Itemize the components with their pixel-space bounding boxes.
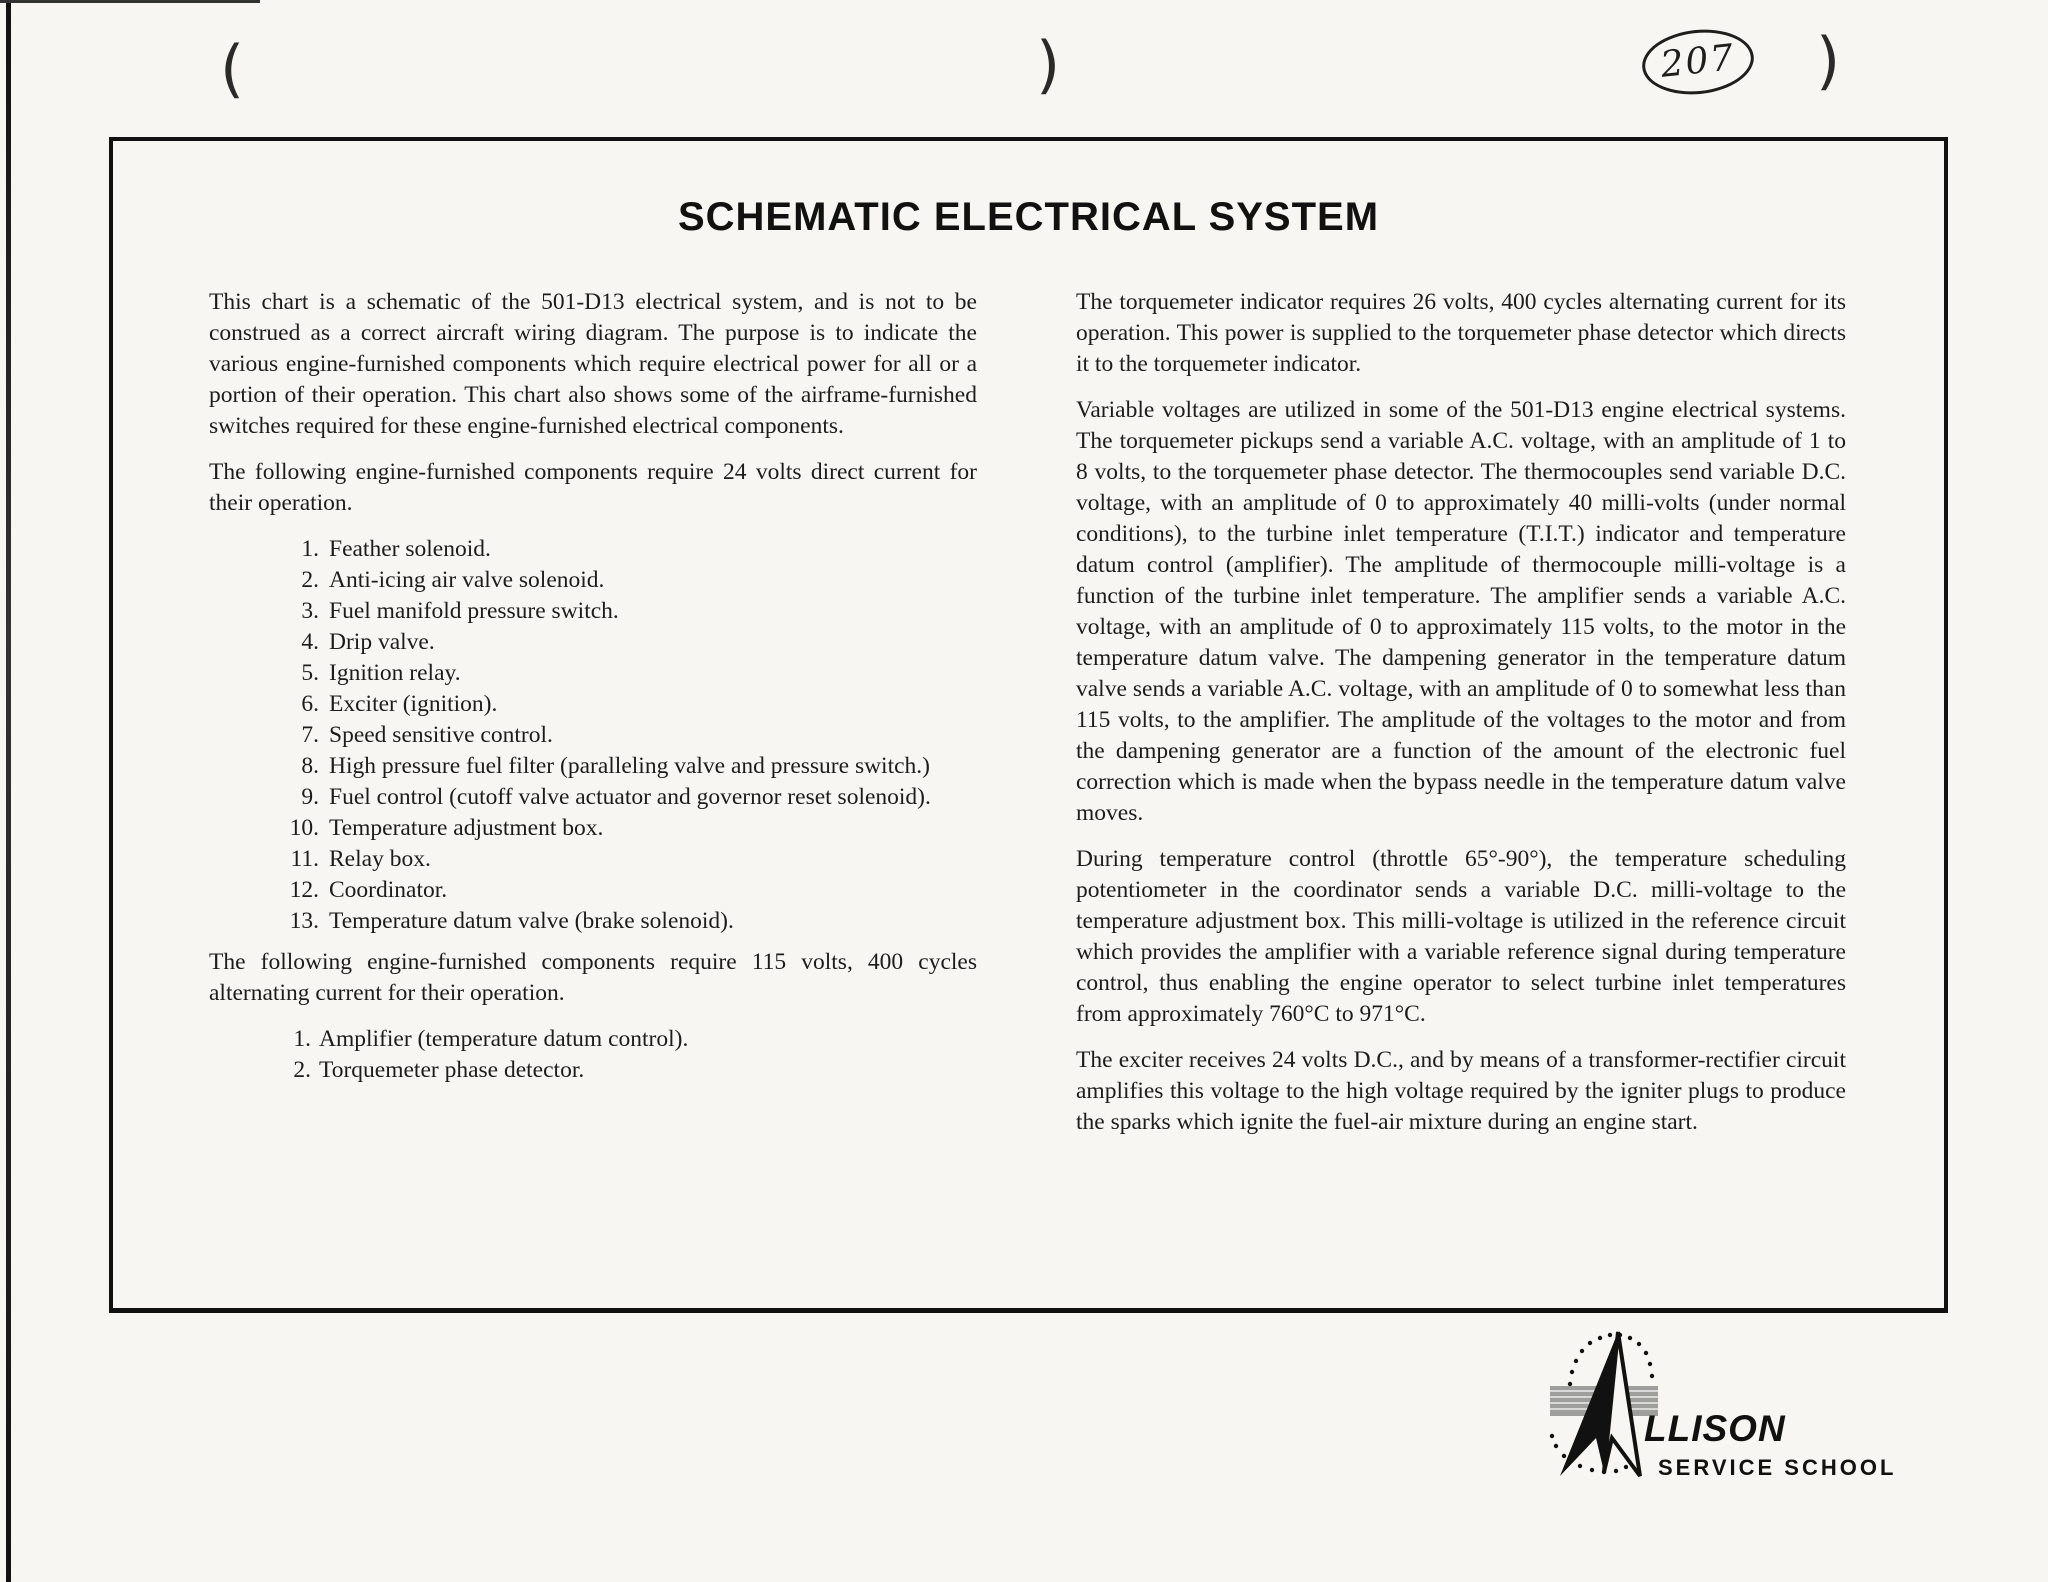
list-item-number: 8. (301, 753, 319, 779)
list-item-text: Torquemeter phase detector. (319, 1057, 585, 1083)
page-number-stamp: 207 (1639, 24, 1757, 99)
allison-arrowhead-icon (1540, 1326, 1670, 1486)
list-item-text: Fuel control (cutoff valve actuator and governor reset solenoid). (329, 784, 931, 810)
list-item-text: Feather solenoid. (329, 536, 491, 562)
punch-hole-center: ) (1036, 28, 1061, 101)
logo-name: LLISON (1644, 1408, 1786, 1449)
list-item-text: Amplifier (temperature datum control). (319, 1026, 689, 1052)
list-item-number: 9. (301, 784, 319, 810)
right-column (1076, 287, 1846, 1153)
list-item (209, 813, 977, 844)
intro-paragraph: This chart is a schematic of the 501-D13 electrical system, and is not to be construed as a correct aircraft wiring diagram. The purpose is to indicate the various engine-furnished components which require electrical power for all or a portion of their operation. This chart also shows some of the airframe-furnished switches required for these engine-furnished electrical components. (209, 289, 977, 439)
list-item-number: 6. (301, 691, 319, 717)
left-column (209, 287, 977, 1096)
list-item (209, 782, 977, 813)
page-edge-shadow (6, 0, 11, 1582)
body-paragraph: The exciter receives 24 volts D.C., and by means of a transformer-rectifier circuit amplifies this voltage to the high voltage required by the igniter plugs to produce the sparks which ignite the fuel-air mixture during an engine start. (1076, 1047, 1846, 1135)
list-item-text: Drip valve. (329, 629, 435, 655)
list-item-number: 1. (293, 1026, 311, 1052)
punch-hole-left: ( (220, 32, 245, 105)
list-item-number: 5. (301, 660, 319, 686)
list-item (209, 534, 977, 565)
list-item (209, 658, 977, 689)
list-item-text: Speed sensitive control. (329, 722, 553, 748)
dc-components-list (209, 534, 977, 937)
list-item (209, 689, 977, 720)
list-item-number: 4. (301, 629, 319, 655)
list-item (209, 1055, 977, 1086)
list-item-text: Exciter (ignition). (329, 691, 498, 717)
list-item (209, 875, 977, 906)
allison-service-school-logo (1540, 1326, 1900, 1486)
list-item-text: Anti-icing air valve solenoid. (329, 567, 605, 593)
list-item (209, 844, 977, 875)
body-paragraph: During temperature control (throttle 65°-90°), the temperature scheduling potentiometer in the coordinator sends a variable D.C. milli-voltage to the temperature adjustment box. This milli-voltage is utilized in the reference circuit which provides the amplifier with a variable reference signal during temperature control, thus enabling the engine operator to select turbine inlet temperatures from approximately 760°C to 971°C. (1076, 846, 1846, 1027)
list-item-text: Ignition relay. (329, 660, 461, 686)
logo-subtitle: SERVICE SCHOOL (1658, 1455, 1897, 1480)
list-item-number: 13. (289, 908, 319, 934)
page-title: SCHEMATIC ELECTRICAL SYSTEM (677, 195, 1380, 239)
document-frame (109, 137, 1948, 1313)
list-item (209, 596, 977, 627)
list-item-text: Relay box. (329, 846, 431, 872)
list-item-number: 11. (290, 846, 319, 872)
list-item (209, 565, 977, 596)
list-item-number: 3. (301, 598, 319, 624)
ac-components-list (209, 1024, 977, 1086)
ac-components-intro: The following engine-furnished components require 115 volts, 400 cycles alternating current for their operation. (209, 949, 977, 1006)
list-item-text: Temperature datum valve (brake solenoid). (329, 908, 734, 934)
list-item (209, 627, 977, 658)
body-paragraph: Variable voltages are utilized in some of the 501-D13 engine electrical systems. The torquemeter pickups send a variable A.C. voltage, with an amplitude of 1 to 8 volts, to the torquemeter phase detector. The thermocouples send variable D.C. voltage, with an amplitude of 0 to approximately 40 milli-volts (under normal conditions), to the turbine inlet temperature (T.I.T.) indicator and temperature datum control (amplifier). The amplitude of thermocouple milli-voltage is a function of the turbine inlet temperature. The amplifier sends a variable A.C. voltage, with an amplitude of 0 to approximately 115 volts, to the motor in the temperature datum valve. The dampening generator in the temperature datum valve sends a variable A.C. voltage, with an amplitude of 0 to somewhat less than 115 volts, to the amplifier. The amplitude of the voltages to the motor and from the dampening generator are a function of the amount of the electronic fuel correction which is made when the bypass needle in the temperature datum valve moves. (1076, 397, 1846, 826)
list-item-text: Fuel manifold pressure switch. (329, 598, 619, 624)
list-item (209, 906, 977, 937)
list-item-text: Coordinator. (329, 877, 448, 903)
list-item-text: Temperature adjustment box. (329, 815, 604, 841)
list-item (209, 720, 977, 751)
list-item (209, 1024, 977, 1055)
list-item (209, 751, 977, 782)
list-item-number: 10. (289, 815, 319, 841)
dc-components-intro: The following engine-furnished components require 24 volts direct current for their operation. (209, 459, 977, 516)
list-item-number: 12. (289, 877, 319, 903)
list-item-number: 1. (301, 536, 319, 562)
body-paragraph: The torquemeter indicator requires 26 volts, 400 cycles alternating current for its operation. This power is supplied to the torquemeter phase detector which directs it to the torquemeter indicator. (1076, 289, 1846, 377)
list-item-number: 2. (293, 1057, 311, 1083)
list-item-text: High pressure fuel filter (paralleling valve and pressure switch.) (329, 753, 930, 779)
punch-hole-right: ) (1816, 24, 1841, 97)
list-item-number: 7. (301, 722, 319, 748)
list-item-number: 2. (301, 567, 319, 593)
scan-edge-line (0, 0, 260, 3)
